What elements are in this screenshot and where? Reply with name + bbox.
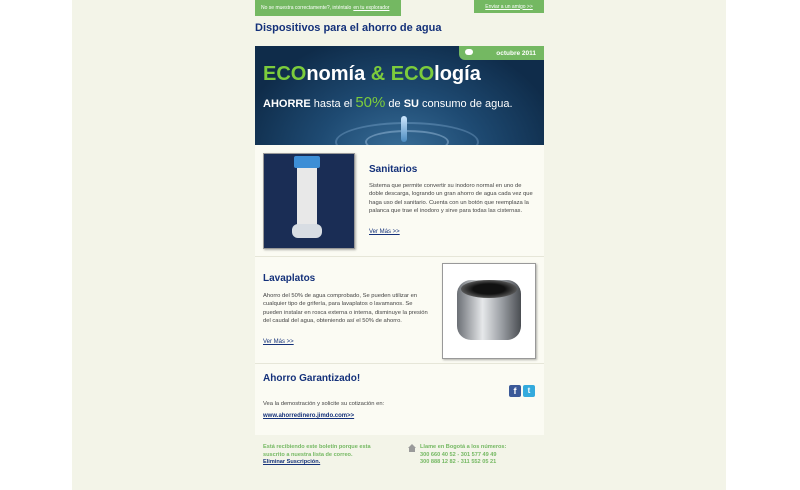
footer-right-line1: Llame en Bogotá a los números: [420,444,507,450]
valve-cap [294,156,320,168]
twitter-icon[interactable]: t [523,385,535,397]
sub-percent: 50% [355,94,386,111]
aerator [457,280,521,340]
banner-subline [263,94,513,111]
footer-contact [420,444,506,467]
home-icon [408,444,416,452]
headline-logia: logía [434,63,481,85]
view-in-browser-link[interactable]: en tu explorador [353,5,390,11]
valve-base [292,224,322,238]
lavaplatos-title: Lavaplatos [263,273,316,284]
send-to-friend-bar [474,0,544,13]
sub-ahorre: AHORRE [263,98,311,110]
sanitarios-title: Sanitarios [369,164,418,175]
speech-bubble-icon [465,49,473,55]
footer-left-line2: suscrito a nuestra lista de correo. [263,451,353,458]
content-panel [255,145,544,435]
aerator-mesh [461,280,517,298]
sub-rest: consumo de agua. [418,98,513,110]
footer-phones-2: 300 888 12 82 - 311 552 05 21 [420,459,497,466]
section-divider [255,256,544,257]
view-notice-text: No se muestra correctamente?, inténtalo [261,5,352,11]
lavaplatos-more-link[interactable]: Ver Más >> [263,339,294,345]
valve-tube [297,162,317,232]
banner-headline [263,63,481,86]
section-divider [255,363,544,364]
website-link[interactable]: www.ahorredinero.jimdo.com>> [263,413,355,419]
footer-left-line1: Está recibiendo este boletín porque esta [263,444,371,450]
lavaplatos-text: Ahorro del 50% de agua comprobado, Se pueden utilizar en cualquier tipo de grifería, para lavaplatos o lavamanos. Se pueden instalar en rosca externa o interna, disminuye la presión del caudal del agua, obteniendo así el 50% de ahorro. [263,293,428,324]
footer-subscription [263,444,371,467]
sanitarios-more-link[interactable]: Ver Más >> [369,229,400,235]
water-drop [401,116,407,142]
sanitarios-image [263,153,355,249]
sub-hasta: hasta el [310,98,356,110]
date-label: octubre 2011 [496,49,536,57]
sub-su: SU [403,98,419,110]
headline-eco-2: ECO [390,63,435,85]
lavaplatos-image [442,263,536,359]
garantizado-text: Vea la demostración y solicite su cotización en: [263,401,385,407]
headline-eco-1: ECO [263,63,307,85]
page-title: Dispositivos para el ahorro de agua [255,22,442,34]
sanitarios-text: Sistema que permite convertir su inodoro normal en uno de doble descarga, logrando un gran ahorro de agua cada vez que haga uso del sanitario. Cuenta con un botón que reemplaza la palanca que trae el inodoro y sirve para todas las cisternas. [369,183,533,214]
date-tab [459,46,544,60]
facebook-icon[interactable]: f [509,385,521,397]
sub-de: de [385,98,404,110]
garantizado-title: Ahorro Garantizado! [263,373,361,384]
unsubscribe-link[interactable]: Eliminar Suscripción. [263,459,321,466]
headline-ampersand: & [370,63,391,85]
send-to-friend-link[interactable]: Enviar a un amigo >> [485,3,533,10]
view-notice-bar [255,0,401,16]
headline-nomia: nomía [306,63,371,85]
banner [255,46,544,145]
footer-phones-1: 300 660 40 52 - 301 577 49 49 [420,451,497,458]
